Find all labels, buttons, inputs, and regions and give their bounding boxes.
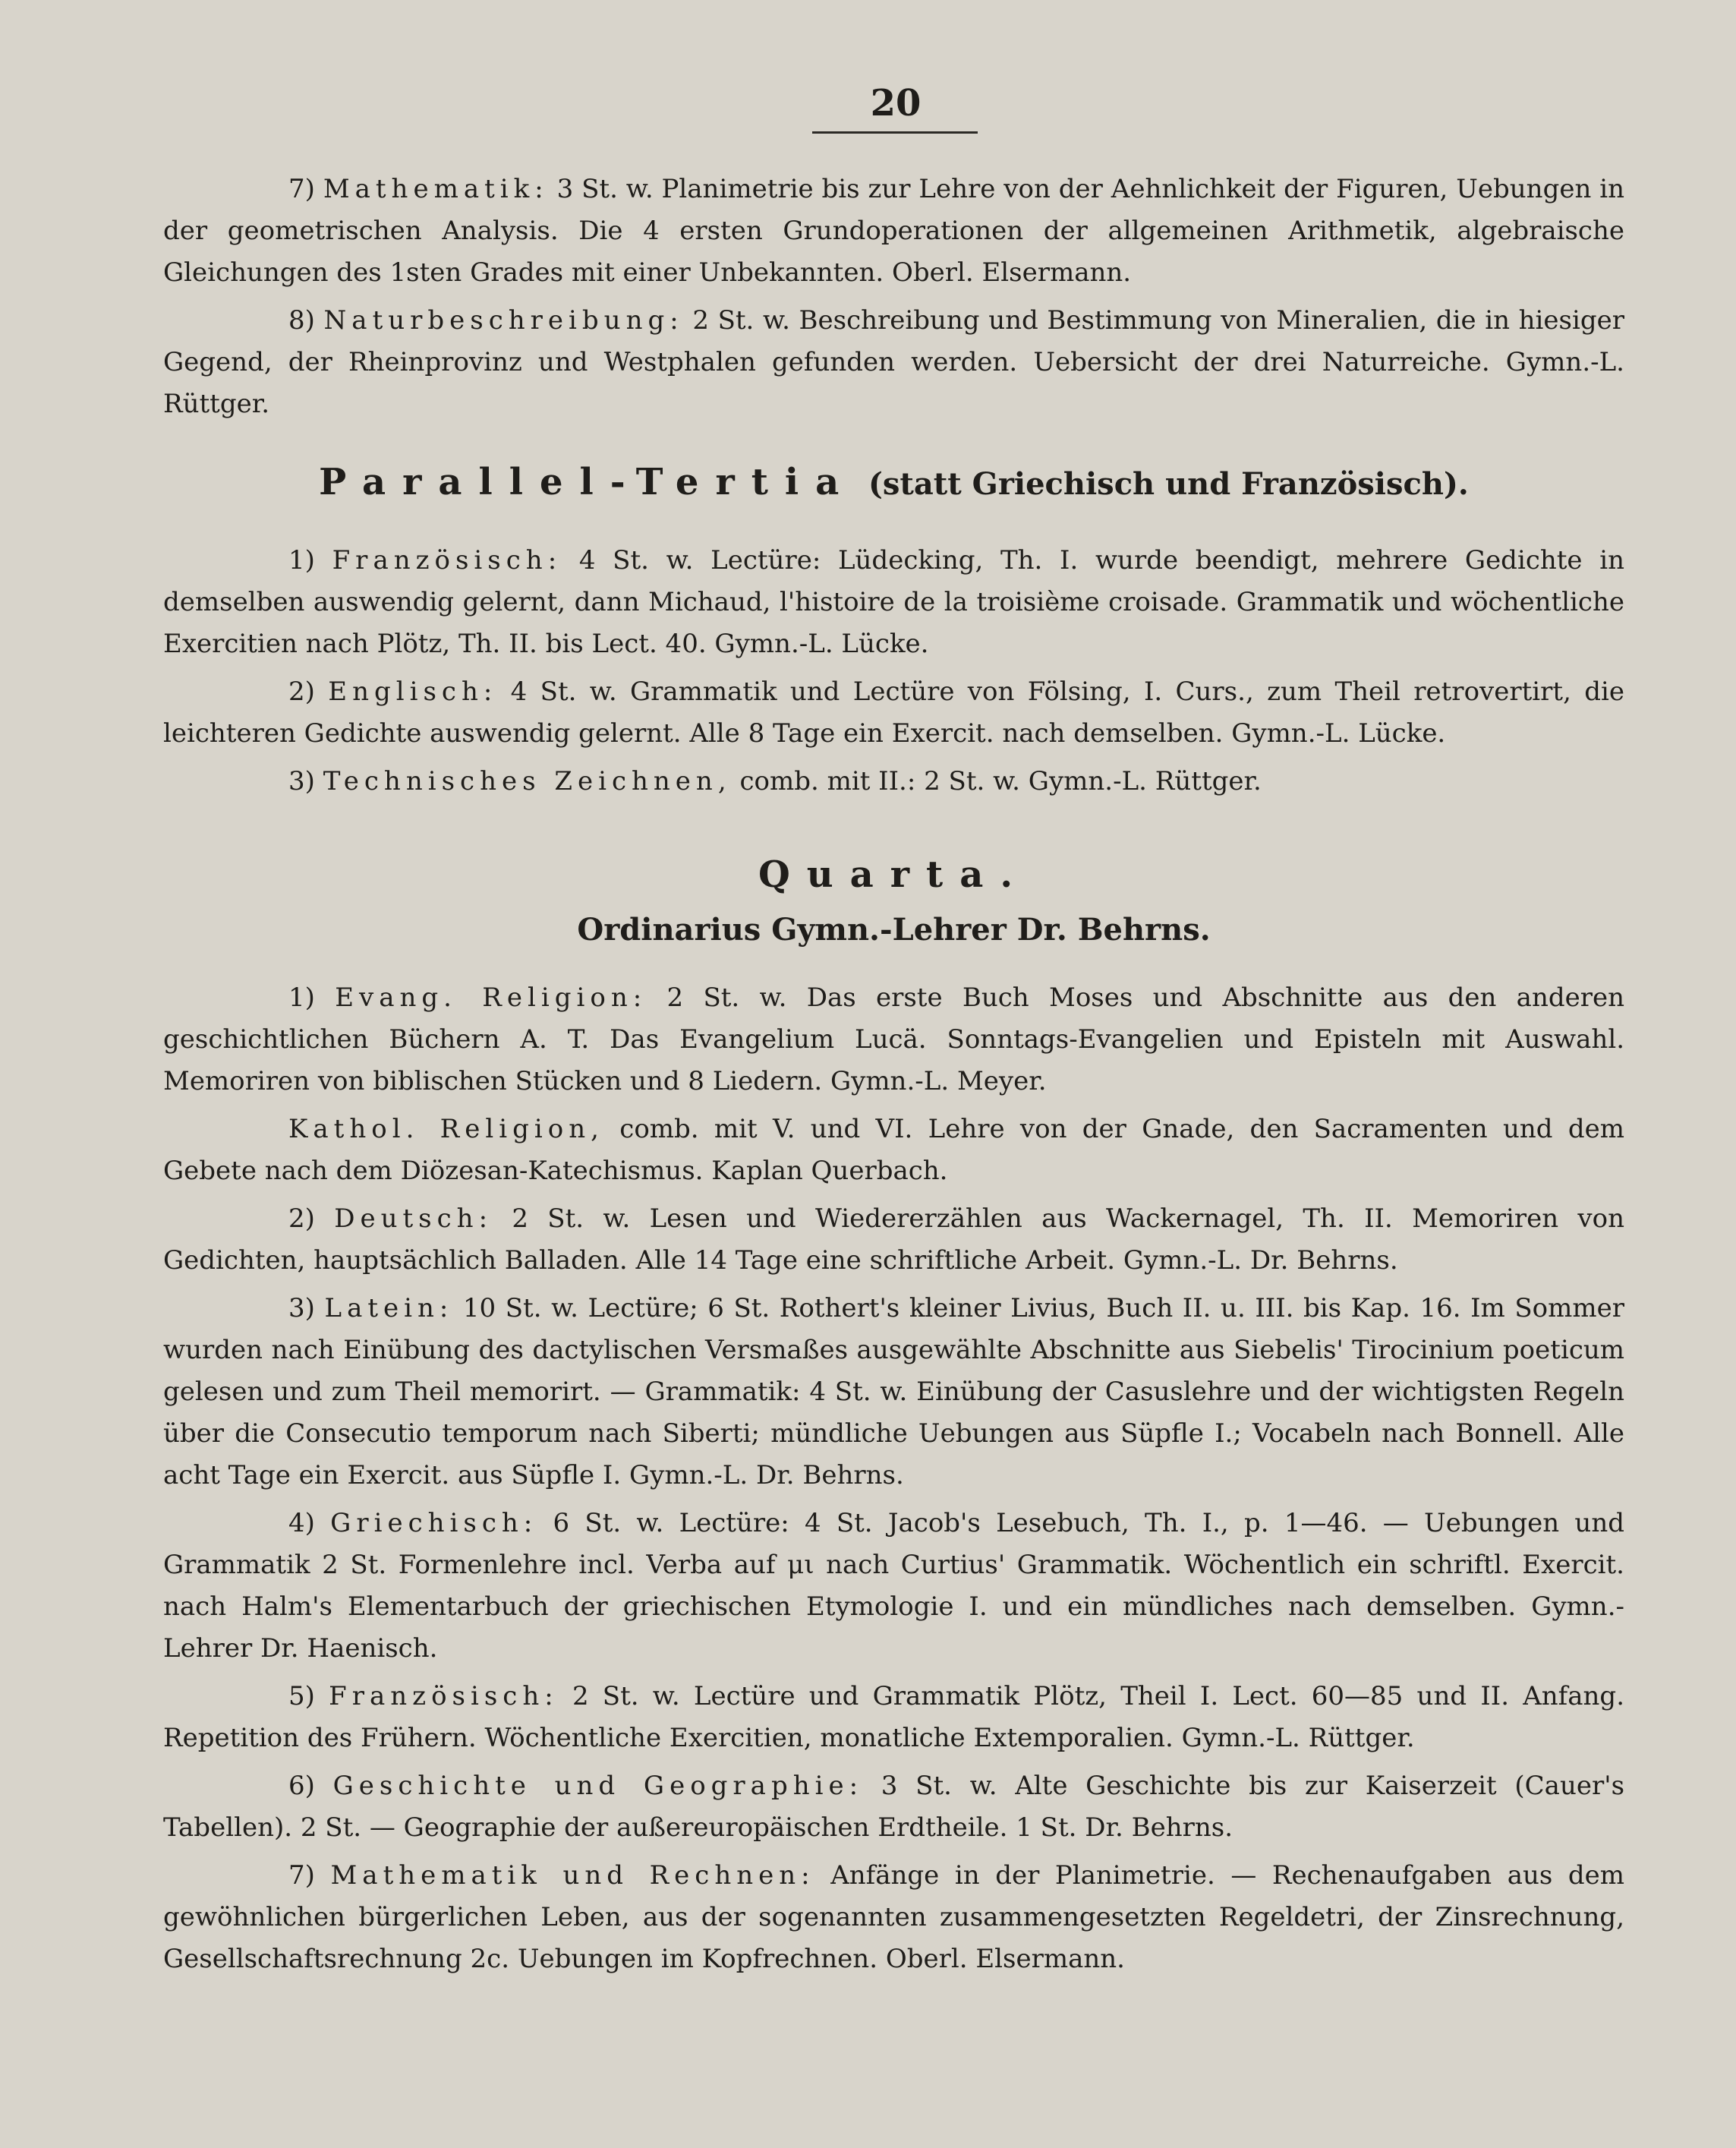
- entry-subject: Englisch:: [328, 677, 498, 707]
- entry-french-quarta: [163, 1676, 1624, 1759]
- entry-subject: Französisch:: [332, 545, 562, 576]
- entry-mathematics-tertia: [163, 169, 1624, 294]
- entry-subject: Geschichte und Geographie:: [332, 1771, 864, 1801]
- entry-english-parallel: [163, 671, 1624, 755]
- page-number-rule: [812, 131, 978, 134]
- page-number: 20: [870, 82, 922, 125]
- entry-text: 2 St. w. Lectüre und Grammatik Plötz, Theil I. Lect. 60—85 und II. Anfang. Repetition des Frühern. Wöchentliche Exercitien, monatliche Extemporalien. Gymn.-L. Rüttger.: [163, 1681, 1625, 1753]
- entry-text: 2 St. w. Das erste Buch Moses und Abschnitte aus den anderen geschichtlichen Büchern A. T. Das Evangelium Lucä. Sonntags-Evangelien und Episteln mit Auswahl. Memoriren von biblischen Stücken und 8 Liedern. Gymn.-L. Meyer.: [163, 983, 1625, 1096]
- entry-subject: Mathematik:: [323, 174, 549, 204]
- entry-text: comb. mit V. und VI. Lehre von der Gnade, den Sacramenten und dem Gebete nach dem Diözesan-Katechismus. Kaplan Querbach.: [163, 1114, 1624, 1186]
- entry-text: 10 St. w. Lectüre; 6 St. Rothert's kleiner Livius, Buch II. u. III. bis Kap. 16. Im Sommer wurden nach Einübung des dactylischen Versmaßes ausgewählte Abschnitte aus Siebelis' Tirocinium poeticum gelesen und zum Theil memorirt. — Grammatik: 4 St. w. Einübung der Casuslehre und der wichtigsten Regeln über die Consecutio temporum nach Siberti; mündliche Uebungen aus Süpfle I.; Vocabeln nach Bonnell. Alle acht Tage ein Exercit. aus Süpfle I. Gymn.-L. Dr. Behrns.: [163, 1293, 1624, 1490]
- entry-number: 5): [288, 1681, 315, 1711]
- entry-number: 7): [288, 1860, 315, 1891]
- entry-latin: [163, 1288, 1624, 1497]
- entry-subject: Technisches Zeichnen,: [323, 766, 732, 796]
- entry-subject: Mathematik und Rechnen:: [330, 1860, 815, 1891]
- entry-number: 7): [288, 174, 315, 204]
- entry-number: 3): [288, 1293, 315, 1323]
- entry-greek: [163, 1503, 1624, 1670]
- page-content: [163, 169, 1624, 1986]
- entry-kathol-religion: [163, 1109, 1624, 1192]
- entry-number: 2): [288, 677, 315, 707]
- quarta-ordinarius: Ordinarius Gymn.-Lehrer Dr. Behrns.: [577, 912, 1211, 948]
- entry-number: 1): [288, 983, 315, 1013]
- entry-text: 2 St. w. Beschreibung und Bestimmung von Mineralien, die in hiesiger Gegend, der Rheinprovinz und Westphalen gefunden werden. Uebersicht der drei Naturreiche. Gymn.-L. Rüttger.: [163, 305, 1624, 419]
- entry-number: 1): [288, 545, 315, 576]
- entry-natural-history-tertia: [163, 300, 1624, 425]
- entry-history-geography: [163, 1765, 1624, 1849]
- section-heading-quarta: [163, 848, 1624, 901]
- entry-subject: Evang. Religion:: [335, 983, 647, 1013]
- entry-text: comb. mit II.: 2 St. w. Gymn.-L. Rüttger.: [739, 766, 1262, 796]
- entry-subject: Kathol. Religion,: [288, 1114, 604, 1144]
- section-title: Quarta.: [758, 853, 1030, 896]
- section-title: Parallel-Tertia: [319, 461, 856, 503]
- entry-french-parallel: [163, 540, 1624, 665]
- entry-evang-religion: [163, 977, 1624, 1102]
- entry-text: 3 St. w. Planimetrie bis zur Lehre von der Aehnlichkeit der Figuren, Uebungen in der geometrischen Analysis. Die 4 ersten Grundoperationen der allgemeinen Arithmetik, algebraische Gleichungen des 1sten Grades mit einer Unbekannten. Oberl. Elsermann.: [163, 174, 1625, 288]
- entry-drawing-parallel: [163, 761, 1624, 803]
- entry-number: 3): [288, 766, 315, 796]
- section-note: (statt Griechisch und Französisch).: [868, 466, 1469, 502]
- entry-mathematics-quarta: [163, 1855, 1624, 1980]
- entry-subject: Französisch:: [329, 1681, 559, 1711]
- entry-number: 2): [288, 1203, 315, 1234]
- entry-text: 6 St. w. Lectüre: 4 St. Jacob's Lesebuch, Th. I., p. 1—46. — Uebungen und Grammatik 2 St. Formenlehre incl. Verba auf μι nach Curtius' Grammatik. Wöchentlich ein schriftl. Exercit. nach Halm's Elementarbuch der griechischen Etymologie I. und ein mündliches nach demselben. Gymn.-Lehrer Dr. Haenisch.: [163, 1508, 1624, 1664]
- entry-text: 2 St. w. Lesen und Wiedererzählen aus Wackernagel, Th. II. Memoriren von Gedichten, hauptsächlich Balladen. Alle 14 Tage eine schriftliche Arbeit. Gymn.-L. Dr. Behrns.: [163, 1203, 1625, 1276]
- entry-text: 4 St. w. Lectüre: Lüdecking, Th. I. wurde beendigt, mehrere Gedichte in demselben auswendig gelernt, dann Michaud, l'histoire de la troisième croisade. Grammatik und wöchentliche Exercitien nach Plötz, Th. II. bis Lect. 40. Gymn.-L. Lücke.: [163, 545, 1624, 659]
- entry-text: 3 St. w. Alte Geschichte bis zur Kaiserzeit (Cauer's Tabellen). 2 St. — Geographie der außereuropäischen Erdtheile. 1 St. Dr. Behrns.: [163, 1771, 1625, 1843]
- entry-subject: Deutsch:: [334, 1203, 493, 1234]
- entry-german: [163, 1198, 1624, 1282]
- entry-number: 4): [288, 1508, 315, 1538]
- entry-text: Anfänge in der Planimetrie. — Rechenaufgaben aus dem gewöhnlichen bürgerlichen Leben, aus der sogenannten zusammengesetzten Regeldetri, der Zinsrechnung, Gesellschaftsrechnung 2c. Uebungen im Kopfrechnen. Oberl. Elsermann.: [163, 1860, 1625, 1974]
- entry-subject: Latein:: [324, 1293, 454, 1323]
- entry-subject: Griechisch:: [330, 1508, 538, 1538]
- entry-number: 6): [288, 1771, 315, 1801]
- section-heading-parallel-tertia: [163, 456, 1624, 511]
- entry-number: 8): [288, 305, 315, 336]
- entry-subject: Naturbeschreibung:: [323, 305, 684, 336]
- entry-text: 4 St. w. Grammatik und Lectüre von Fölsing, I. Curs., zum Theil retrovertirt, die leichteren Gedichte auswendig gelernt. Alle 8 Tage ein Exercit. nach demselben. Gymn.-L. Lücke.: [163, 677, 1624, 749]
